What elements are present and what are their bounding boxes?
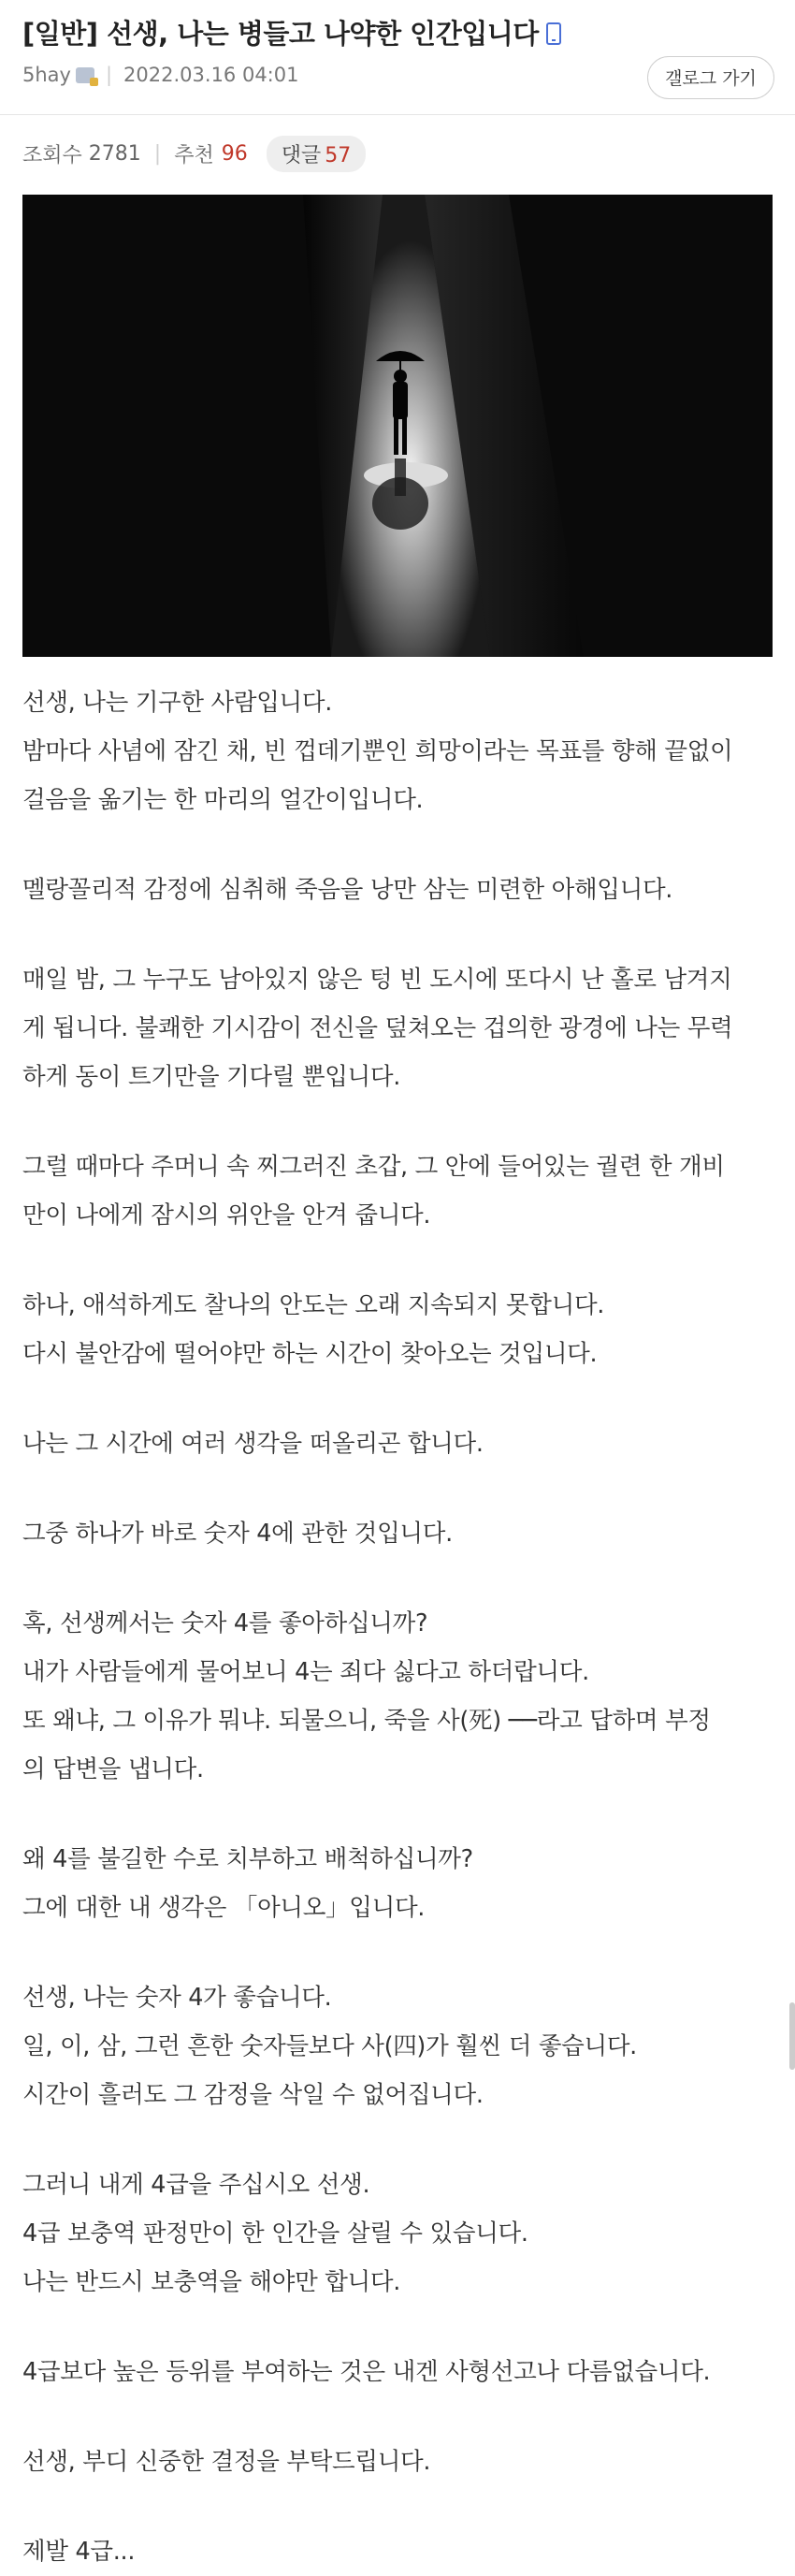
comments-button[interactable] (267, 136, 367, 172)
body-line: 혹, 선생께서는 숫자 4를 좋아하십니까? (22, 1609, 428, 1637)
paragraph-gap (22, 1240, 775, 1281)
paragraph-gap (22, 914, 775, 955)
body-line: 밤마다 사념에 잠긴 채, 빈 껍데기뿐인 희망이라는 목표를 향해 끝없이 (22, 737, 733, 765)
post-meta (22, 64, 298, 86)
scrollbar-thumb[interactable] (789, 2002, 795, 2070)
body-line: 게 됩니다. 불쾌한 기시감이 전신을 덮쳐오는 겁의한 광경에 나는 무력 (22, 1014, 733, 1042)
body-line: 시간이 흘러도 그 감정을 삭일 수 없어집니다. (22, 2081, 484, 2109)
paragraph-gap (22, 2307, 775, 2348)
body-line: 그중 하나가 바로 숫자 4에 관한 것입니다. (22, 1520, 453, 1548)
post-title-text: [일반] 선생, 나는 병들고 나약한 인간입니다 (22, 18, 539, 50)
meta-divider: | (105, 64, 113, 86)
body-line: 걸음을 옮기는 한 마리의 얼간이입니다. (22, 786, 424, 814)
views-label: 조회수 (22, 144, 82, 167)
body-line: 하게 동이 트기만을 기다릴 뿐입니다. (22, 1063, 401, 1091)
body-line: 다시 불안감에 떨어야만 하는 시간이 찾아오는 것입니다. (22, 1340, 598, 1368)
body-line: 4급 보충역 판정만이 한 인간을 살릴 수 있습니다. (22, 2219, 528, 2248)
post-header (0, 0, 795, 115)
body-line: 왜 4를 불길한 수로 치부하고 배척하십니까? (22, 1845, 473, 1873)
paragraph-gap (22, 2396, 775, 2438)
body-line: 멜랑꼴리적 감정에 심취해 죽음을 낭만 삼는 미련한 아해입니다. (22, 876, 673, 904)
author-name[interactable]: 5hay (22, 64, 71, 86)
body-line: 그에 대한 내 생각은 「아니오」입니다. (22, 1894, 426, 1922)
body-line: 나는 반드시 보충역을 해야만 합니다. (22, 2268, 401, 2296)
body-line: 4급보다 높은 등위를 부여하는 것은 내겐 사형선고나 다름없습니다. (22, 2358, 711, 2386)
likes-label: 추천 (174, 144, 214, 167)
post-image (22, 195, 773, 657)
comments-label: 댓글 (281, 144, 322, 167)
body-line: 제발 4급... (22, 2538, 136, 2566)
gallog-button[interactable]: 갤로그 가기 (647, 56, 774, 99)
paragraph-gap (22, 1468, 775, 1509)
body-line: 선생, 나는 숫자 4가 좋습니다. (22, 1984, 332, 2012)
post-date: 2022.03.16 04:01 (123, 64, 299, 86)
body-line: 의 답변을 냅니다. (22, 1755, 204, 1783)
paragraph-gap (22, 2119, 775, 2161)
body-line: 일, 이, 삼, 그런 흔한 숫자들보다 사(四)가 훨씬 더 좋습니다. (22, 2032, 637, 2060)
body-line: 선생, 부디 신중한 결정을 부탁드립니다. (22, 2448, 431, 2476)
views-count: 2781 (88, 142, 141, 166)
paragraph-gap (22, 1558, 775, 1599)
body-line: 그러니 내게 4급을 주십시오 선생. (22, 2171, 370, 2199)
body-line: 나는 그 시간에 여러 생각을 떠올리곤 합니다. (22, 1430, 484, 1458)
mobile-phone-icon (546, 22, 561, 45)
comments-count: 57 (325, 144, 352, 167)
paragraph-gap (22, 1378, 775, 1419)
nickname-badge-icon (76, 67, 94, 83)
alley-rain-photo (22, 195, 773, 657)
paragraph-gap (22, 824, 775, 866)
likes-count: 96 (221, 142, 248, 166)
body-line: 하나, 애석하게도 찰나의 안도는 오래 지속되지 못합니다. (22, 1291, 605, 1319)
body-line: 그럴 때마다 주머니 속 찌그러진 초갑, 그 안에 들어있는 궐련 한 개비 (22, 1153, 725, 1181)
body-line: 내가 사람들에게 물어보니 4는 죄다 싫다고 하더랍니다. (22, 1658, 589, 1686)
paragraph-gap (22, 1794, 775, 1835)
stats-divider: | (153, 142, 162, 166)
paragraph-gap (22, 2486, 775, 2527)
paragraph-gap (22, 1101, 775, 1142)
post-stats (22, 136, 366, 172)
post-body (22, 678, 775, 2576)
body-line: 또 왜냐, 그 이유가 뭐냐. 되물으니, 죽을 사(死) ──라고 답하며 부정 (22, 1707, 711, 1735)
post-title (22, 13, 561, 51)
body-line: 선생, 나는 기구한 사람입니다. (22, 689, 333, 717)
body-line: 만이 나에게 잠시의 위안을 안겨 줍니다. (22, 1201, 431, 1230)
body-line: 매일 밤, 그 누구도 남아있지 않은 텅 빈 도시에 또다시 난 홀로 남겨지 (22, 966, 732, 994)
paragraph-gap (22, 1932, 775, 1973)
